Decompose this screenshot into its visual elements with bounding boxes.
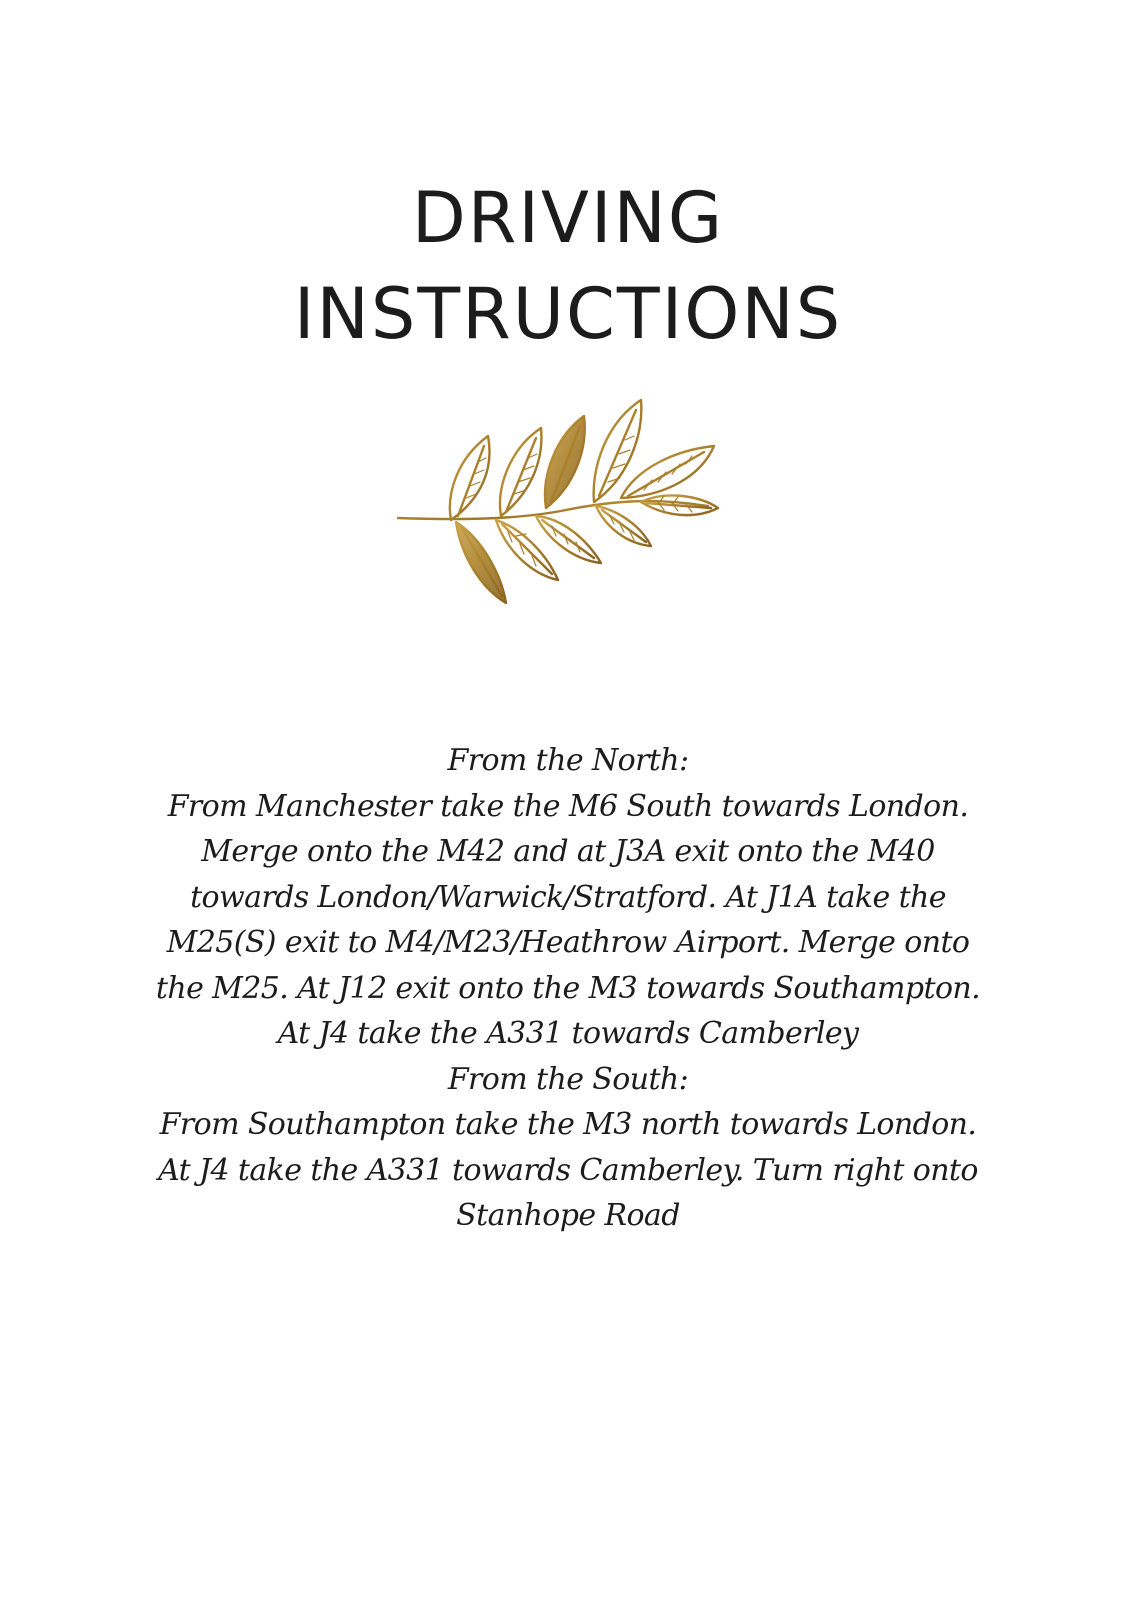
page-title (0, 170, 1136, 362)
gold-leaf-sprig-icon (396, 398, 726, 608)
directions-heading-south: From the South: (447, 1061, 689, 1097)
directions-line: From Southampton take the M3 north towards London. (159, 1107, 977, 1142)
title-line-2: INSTRUCTIONS (293, 273, 843, 355)
directions-line: M25(S) exit to M4/M23/Heathrow Airport. Merge onto (166, 925, 970, 960)
directions-line: At J4 take the A331 towards Camberley (277, 1016, 859, 1051)
directions-line: Merge onto the M42 and at J3A exit onto the M40 (201, 834, 935, 869)
directions-line: From Manchester take the M6 South towards London. (167, 788, 969, 824)
directions-line: At J4 take the A331 towards Camberley. Turn right onto (158, 1152, 978, 1188)
directions-text (120, 738, 1016, 1239)
title-line-1: DRIVING (411, 177, 725, 259)
directions-line: the M25. At J12 exit onto the M3 towards Southampton. (155, 970, 981, 1006)
directions-heading-north: From the North: (447, 743, 689, 778)
directions-line: Stanhope Road (456, 1198, 680, 1233)
directions-line: towards London/Warwick/Stratford. At J1A take the (190, 879, 946, 915)
